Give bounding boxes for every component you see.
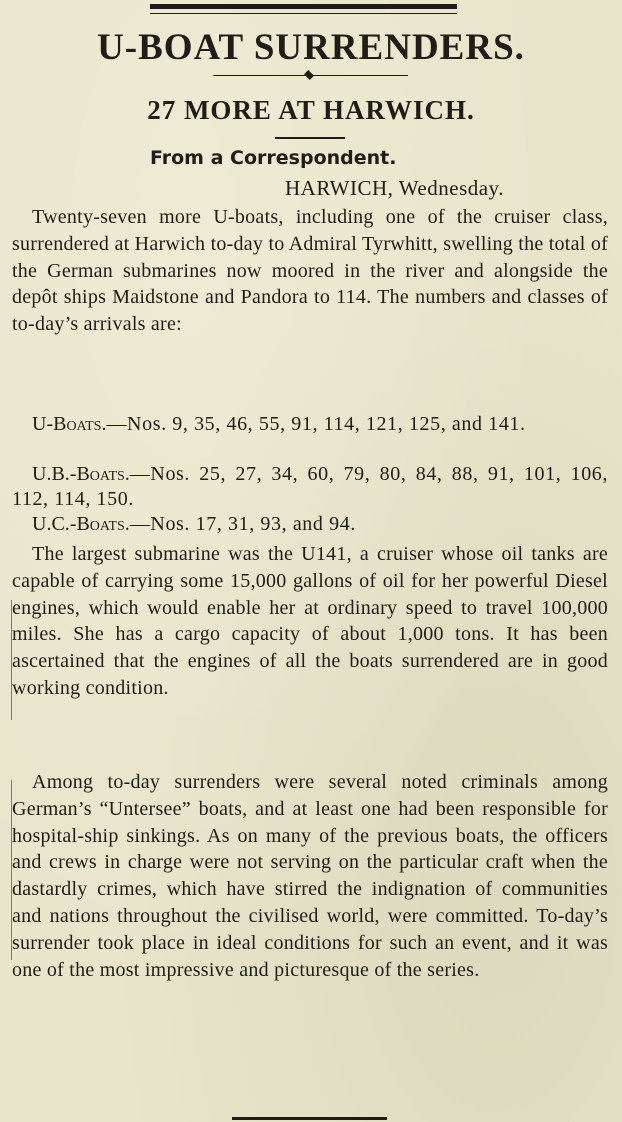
list-label: U.B.-Boats. bbox=[32, 463, 130, 485]
list-text: —Nos. 25, 27, 34, 60, 79, 80, 84, 88, 91, 101, 106, 112, 114, 150. bbox=[12, 463, 608, 510]
article-dateline: HARWICH, Wednesday. bbox=[285, 176, 504, 200]
top-thin-rule bbox=[150, 13, 457, 14]
column-edge-rule bbox=[11, 600, 12, 720]
list-text: —Nos. 17, 31, 93, and 94. bbox=[129, 513, 356, 535]
paragraph-intro: Twenty-seven more U-boats, including one of the cruiser class, surrendered at Harwich to-day to Admiral Tyrwhitt, swelling the total of the German submarines now moored in the river and alongside the depôt ships Maidstone and Pandora to 114. The numbers and classes of to-day’s arrivals are: bbox=[12, 206, 608, 336]
bottom-rule bbox=[232, 1117, 387, 1120]
column-edge-rule bbox=[11, 780, 12, 960]
article-headline: U-BOAT SURRENDERS. bbox=[97, 27, 525, 68]
article-subhead: 27 MORE AT HARWICH. bbox=[147, 95, 475, 125]
ornament-diamond-icon bbox=[304, 70, 314, 80]
top-thick-rule bbox=[150, 4, 457, 9]
paragraph-surrenders: Among to-day surrenders were several noted criminals among German’s “Untersee” boats, and at least one had been responsible for hospital-ship sinkings. As on many of the previous boats, the officers and crews in charge were not serving on the particular craft when the dastardly crimes, which have stirred the indignation of communities and nations throughout the civilised world, were committed. To-day’s surrender took place in ideal conditions for such an event, and it was one of the most impressive and picturesque of the series. bbox=[12, 771, 608, 981]
list-text: —Nos. 9, 35, 46, 55, 91, 114, 121, 125, and 141. bbox=[106, 413, 526, 435]
list-label: U.C.-Boats. bbox=[32, 513, 130, 535]
short-divider bbox=[275, 137, 345, 139]
list-label: U-Boats. bbox=[32, 413, 107, 435]
list-item-ub-boats bbox=[12, 462, 608, 511]
article-byline: From a Correspondent. bbox=[150, 147, 397, 169]
list-item-u-boats bbox=[12, 412, 608, 437]
list-item-uc-boats bbox=[12, 512, 608, 537]
paragraph-largest-submarine: The largest submarine was the U141, a cruiser whose oil tanks are capable of carrying some 15,000 gallons of oil for her powerful Diesel engines, which would enable her at ordinary speed to travel 100,000 miles. She has a cargo capacity of about 1,000 tons. It has been ascertained that the engines of all the boats surrendered are in good working condition. bbox=[12, 543, 608, 699]
